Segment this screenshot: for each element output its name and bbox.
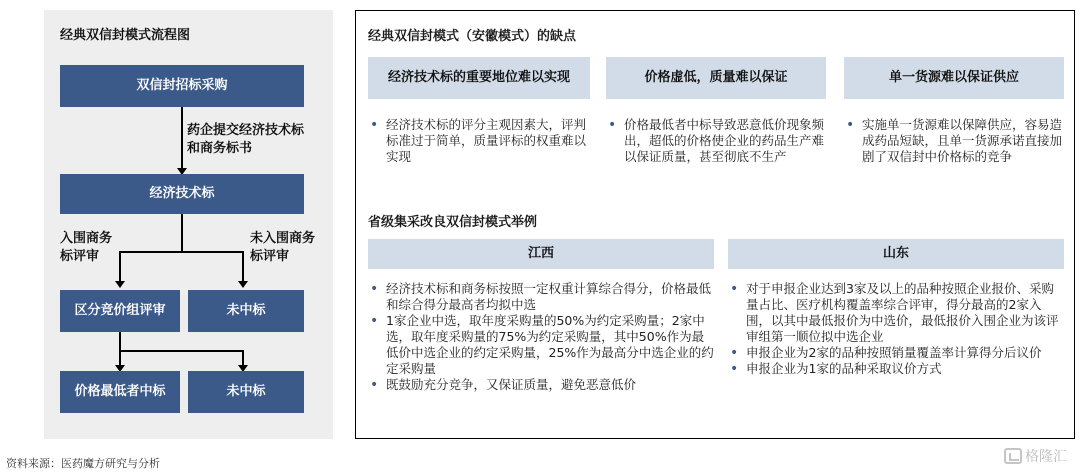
arrow-icon: [115, 281, 125, 288]
step-group-review: 区分竞价组评审: [60, 290, 180, 332]
list-item: • 对于申报企业达到3家及以上的品种按照企业报价、采购量占比、医疗机构覆盖率综合评审，得分最高的2家入围，以其中最低报价为中选价，最低报价入围企业为该评审组第一顺位拟中选企业: [728, 281, 1064, 345]
watermark-logo-icon: [1004, 448, 1022, 464]
not-selected-box: 未中标: [188, 371, 304, 413]
connector: [119, 251, 243, 253]
label-not-shortlisted: 未入围商务标评审: [250, 231, 316, 265]
connector: [242, 251, 244, 284]
list-item: • 1家企业中选，取年度采购量的50%为约定采购量；2家中选，取年度采购量的75%为约定采购量，其中50%作为最低价中选企业的约定采购量，25%作为最高分中选企业的约定采购量: [368, 313, 716, 377]
flowchart-panel: [44, 10, 333, 439]
connector: [181, 214, 183, 252]
header-supply-issue: 单一货源难以保证供应: [844, 57, 1064, 99]
list-item: • 申报企业为1家的品种采取议价方式: [728, 361, 1064, 377]
step-lowest-price-wins: 价格最低者中标: [60, 371, 180, 413]
label-shortlisted: 入围商务标评审: [60, 231, 113, 265]
list-item: • 经济技术标和商务标按照一定权重计算综合得分，价格最低和综合得分最高者均拟中选: [368, 281, 716, 313]
step-bidding: 双信封招标采购: [60, 65, 304, 107]
header-price-issue: 价格虚低，质量难以保证: [606, 57, 826, 99]
header-technical-bid-issue: 经济技术标的重要地位难以实现: [368, 57, 590, 99]
list-item: • 经济技术标的评分主观因素大，评判标准过于简单，质量评标的权重难以实现: [368, 117, 590, 165]
list-item: • 申报企业为2家的品种按照销量覆盖率计算得分后议价: [728, 345, 1064, 361]
list-item: • 价格最低者中标导致恶意低价现象频出，超低的价格使企业的药品生产难以保证质量，甚至彻底不生产: [606, 117, 826, 165]
connector: [181, 107, 183, 173]
improved-model-title: 省级集采改良双信封模式举例: [368, 215, 538, 230]
step-technical-bid: 经济技术标: [60, 174, 304, 214]
list-jiangxi: [368, 281, 716, 393]
list-supply-issue: [844, 117, 1066, 165]
list-item: • 既鼓励充分竞争，又保证质量，避免恶意低价: [368, 377, 716, 393]
list-technical-bid-issue: [368, 117, 590, 165]
header-jiangxi: 江西: [368, 239, 714, 269]
list-shandong: [728, 281, 1064, 377]
list-price-issue: [606, 117, 826, 165]
arrow-icon: [238, 281, 248, 288]
header-shandong: 山东: [728, 239, 1064, 269]
shortcomings-panel: [355, 10, 1075, 439]
watermark: [1004, 446, 1067, 466]
shortcomings-title: 经典双信封模式（安徽模式）的缺点: [368, 29, 577, 44]
list-item: • 实施单一货源难以保障供应，容易造成药品短缺，且单一货源承诺直接加剧了双信封中价格标的竞争: [844, 117, 1066, 165]
watermark-text: 格隆汇: [1025, 449, 1067, 465]
label-submit-bids: 药企提交经济技术标和商务标书: [187, 123, 305, 157]
not-selected-box: 未中标: [188, 290, 304, 332]
flowchart-title: 经典双信封模式流程图: [60, 28, 191, 43]
source-note: 资料来源：医药魔方研究与分析: [6, 457, 160, 470]
connector: [119, 350, 243, 352]
